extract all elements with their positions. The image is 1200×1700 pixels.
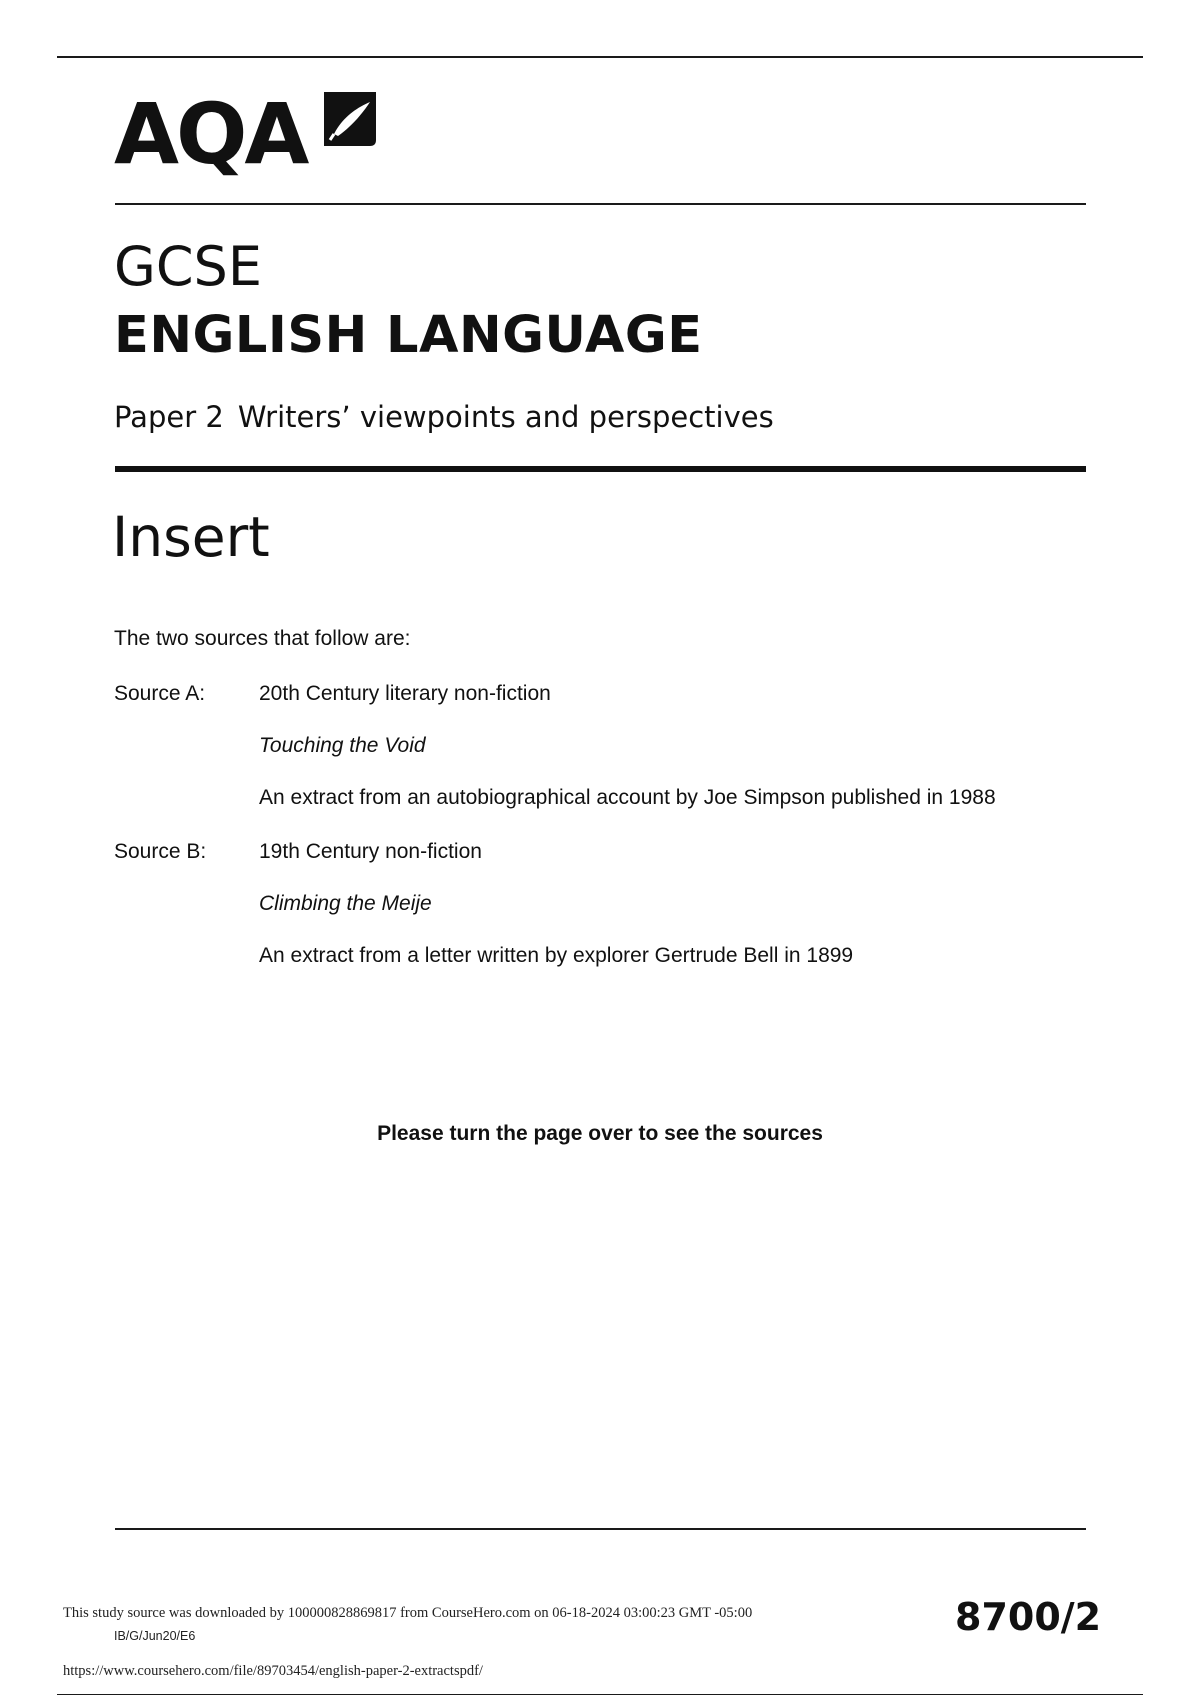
paper-heading (114, 400, 774, 434)
paper-title: Writers’ viewpoints and perspectives (237, 400, 774, 434)
footer-divider (115, 1528, 1086, 1530)
subject-heading: ENGLISH LANGUAGE (114, 306, 703, 365)
turn-page-instruction: Please turn the page over to see the sources (377, 1122, 823, 1145)
source-a-category: 20th Century literary non-fiction (259, 682, 551, 705)
source-b-description: An extract from a letter written by explorer Gertrude Bell in 1899 (259, 944, 854, 967)
header-divider (115, 203, 1086, 205)
source-a-title: Touching the Void (259, 734, 426, 757)
document-type-heading: Insert (112, 505, 270, 569)
source-b-label: Source B: (114, 840, 207, 863)
logo-text: AQA (114, 85, 307, 183)
source-b-category: 19th Century non-fiction (259, 840, 482, 863)
reference-code: IB/G/Jun20/E6 (114, 1629, 196, 1643)
aqa-leaf-mark-icon (320, 88, 380, 150)
source-a-description: An extract from an autobiographical account by Joe Simpson published in 1988 (259, 786, 996, 809)
source-b-title: Climbing the Meije (259, 892, 432, 915)
aqa-logo (114, 85, 384, 188)
source-a-label: Source A: (114, 682, 206, 705)
intro-text: The two sources that follow are: (114, 627, 411, 650)
top-divider (57, 56, 1143, 58)
thick-divider (115, 466, 1086, 472)
paper-code: 8700/2 (955, 1595, 1102, 1639)
download-note: This study source was downloaded by 100000828869817 from CourseHero.com on 06-18-2024 03:00:23 GMT -05:00 (63, 1605, 753, 1621)
source-url: https://www.coursehero.com/file/89703454/english-paper-2-extractspdf/ (63, 1663, 483, 1679)
paper-number: Paper 2 (114, 400, 224, 434)
qualification-heading: GCSE (114, 235, 262, 298)
bottom-divider (57, 1694, 1143, 1695)
